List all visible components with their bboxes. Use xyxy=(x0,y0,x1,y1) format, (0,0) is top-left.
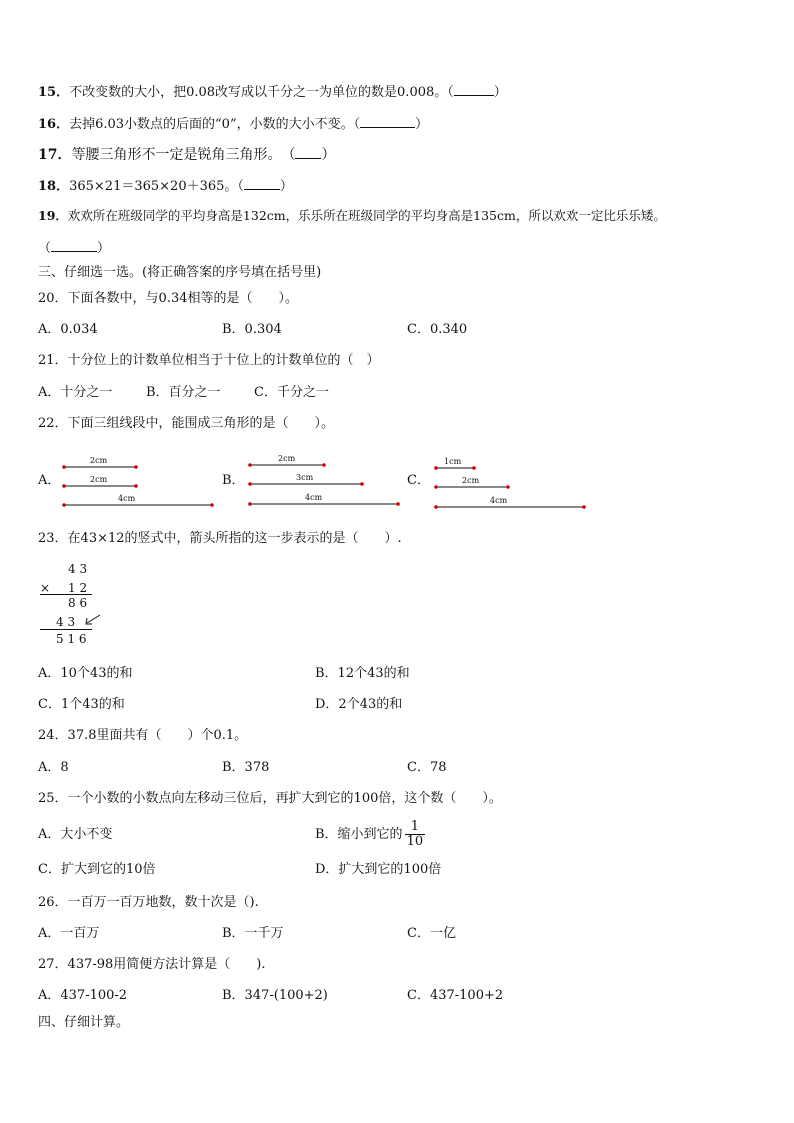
answer-blank[interactable] xyxy=(454,83,494,96)
option-c[interactable]: C．78 xyxy=(407,760,447,775)
question-text: 365×21＝365×20＋365。（ xyxy=(69,179,244,194)
option-b[interactable]: B．378 xyxy=(222,760,270,775)
question-text: 去掉6.03小数点的后面的“0”，小数的大小不变。（ xyxy=(69,117,361,132)
option-c[interactable]: C．千分之一 xyxy=(254,385,329,400)
segment-label: 4cm xyxy=(118,494,136,503)
question-20: 20．下面各数中，与0.34相等的是（ ）。 xyxy=(38,291,298,306)
option-c[interactable]: C．0.340 xyxy=(407,322,468,337)
question-17 xyxy=(38,146,335,163)
vertical-row: 8 6 xyxy=(68,596,88,610)
question-text: 等腰三角形不一定是锐角三角形。 （ xyxy=(71,147,296,163)
option-c[interactable]: C．1个43的和 xyxy=(38,697,125,712)
segment-label: 2cm xyxy=(90,475,108,484)
question-24: 24．37.8里面共有（ ）个0.1。 xyxy=(38,728,248,743)
option-b[interactable]: B．347-(100+2) xyxy=(222,988,328,1003)
option-c[interactable]: C．扩大到它的10倍 xyxy=(38,862,156,877)
vertical-row: 5 1 6 xyxy=(56,632,87,646)
option-b[interactable]: B． xyxy=(222,473,245,488)
question-text: 不改变数的大小，把0.08改写成以千分之一为单位的数是0.008。（ xyxy=(69,85,454,100)
question-18 xyxy=(38,177,293,195)
segment-label: 3cm xyxy=(296,473,314,482)
answer-blank[interactable] xyxy=(360,115,415,128)
paren-close: ） xyxy=(97,241,111,256)
segment-figures xyxy=(0,448,794,518)
question-15 xyxy=(38,83,507,101)
segment-label: 2cm xyxy=(90,456,108,465)
segment-label: 2cm xyxy=(278,454,296,463)
section-4-heading: 四、仔细计算。 xyxy=(38,1015,130,1030)
divider xyxy=(40,629,92,630)
option-c[interactable]: C． xyxy=(407,473,430,488)
fraction-numerator: 1 xyxy=(405,820,426,835)
segment-group-a xyxy=(62,456,214,507)
segment-label: 2cm xyxy=(462,476,480,485)
question-21: 21．十分位上的计数单位相当于十位上的计数单位的（ ） xyxy=(38,353,380,368)
fraction xyxy=(405,820,426,849)
option-a[interactable]: A．十分之一 xyxy=(38,385,113,400)
option-b[interactable]: B．百分之一 xyxy=(146,385,221,400)
answer-blank[interactable] xyxy=(295,146,321,159)
divider xyxy=(40,594,92,595)
option-c[interactable]: C．一亿 xyxy=(407,926,456,941)
question-16 xyxy=(38,115,428,133)
paren-close: ） xyxy=(279,179,293,194)
question-text: 欢欢所在班级同学的平均身高是132cm，乐乐所在班级同学的平均身高是135cm，所以欢欢一定比乐乐矮。 xyxy=(67,208,666,223)
question-25: 25．一个小数的小数点向左移动三位后，再扩大到它的100倍，这个数（ ）。 xyxy=(38,791,502,806)
paren-close: ） xyxy=(415,117,429,132)
question-number: 19． xyxy=(38,208,68,223)
segment-group-c xyxy=(434,457,586,509)
vertical-row: 4 3 xyxy=(68,562,88,576)
option-b-label: B．缩小到它的 xyxy=(315,827,403,842)
arrow-icon xyxy=(82,612,104,628)
option-d[interactable]: D．2个43的和 xyxy=(315,697,403,712)
option-a[interactable]: A．一百万 xyxy=(38,926,100,941)
answer-blank[interactable] xyxy=(51,239,97,252)
option-a[interactable]: A． xyxy=(38,473,61,488)
section-3-heading: 三、仔细选一选。(将正确答案的序号填在括号里) xyxy=(38,265,322,280)
option-a[interactable]: A．437-100-2 xyxy=(38,988,128,1003)
segment-label: 4cm xyxy=(305,493,323,502)
vertical-row: 4 3 xyxy=(56,615,76,629)
question-number: 15． xyxy=(38,85,70,100)
times-sign: × xyxy=(40,581,51,595)
option-d[interactable]: D．扩大到它的100倍 xyxy=(315,862,442,877)
question-number: 18． xyxy=(38,179,70,194)
question-number: 17． xyxy=(38,147,72,163)
question-number: 16． xyxy=(38,117,70,132)
vertical-multiplication xyxy=(38,562,108,652)
fraction-denominator: 10 xyxy=(406,834,424,849)
option-b[interactable] xyxy=(315,816,425,854)
option-a[interactable]: A．大小不变 xyxy=(38,827,113,842)
option-c[interactable]: C．437-100+2 xyxy=(407,988,504,1003)
option-b[interactable]: B．12个43的和 xyxy=(315,666,410,681)
question-22: 22．下面三组线段中，能围成三角形的是（ ）。 xyxy=(38,416,335,431)
question-19-answer xyxy=(38,239,110,257)
question-26: 26．一百万一百万地数，数十次是（). xyxy=(38,895,259,910)
segment-group-b xyxy=(248,454,400,506)
paren-open: （ xyxy=(38,241,52,256)
paren-close: ） xyxy=(321,147,336,163)
option-a[interactable]: A．8 xyxy=(38,760,69,775)
segment-label: 1cm xyxy=(444,457,462,466)
question-19 xyxy=(38,208,666,224)
segment-label: 4cm xyxy=(490,496,508,505)
option-b[interactable]: B．一千万 xyxy=(222,926,284,941)
question-27: 27．437-98用简便方法计算是（ ). xyxy=(38,957,266,972)
paren-close: ） xyxy=(493,85,507,100)
option-b[interactable]: B．0.304 xyxy=(222,322,282,337)
option-a[interactable]: A．10个43的和 xyxy=(38,666,133,681)
question-23: 23．在43×12的竖式中，箭头所指的这一步表示的是（ ）. xyxy=(38,531,402,546)
vertical-row: 1 2 xyxy=(68,581,88,595)
answer-blank[interactable] xyxy=(244,177,280,190)
option-a[interactable]: A．0.034 xyxy=(38,322,98,337)
